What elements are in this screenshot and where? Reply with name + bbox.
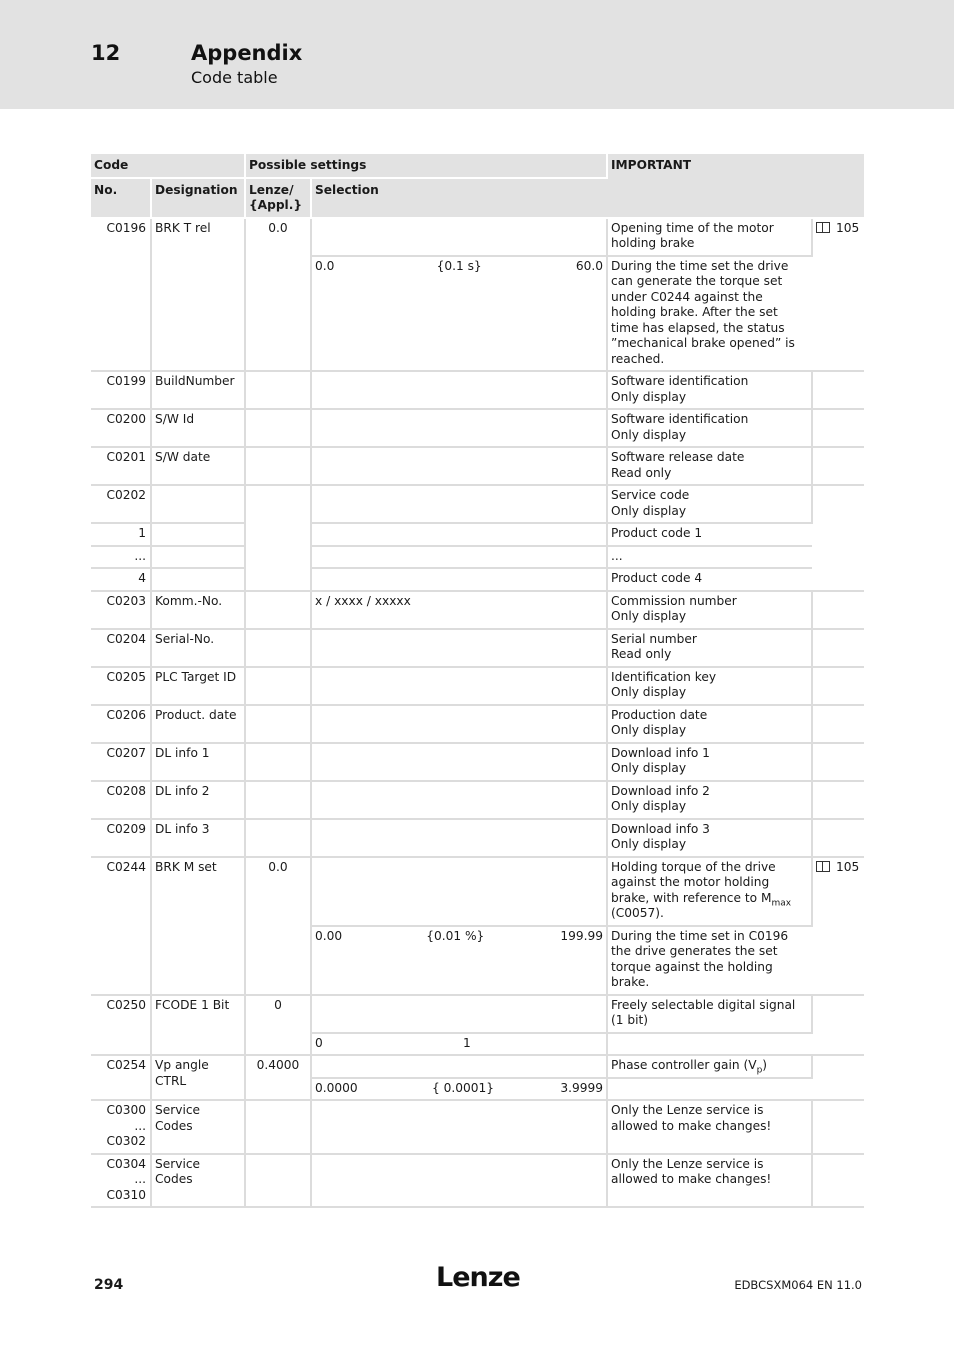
important-text: Production date Only display — [607, 705, 812, 743]
important-text: Product code 1 — [607, 523, 812, 546]
important-text: Download info 3 Only display — [607, 819, 812, 857]
table-row — [91, 546, 864, 569]
designation — [151, 546, 245, 569]
selection-empty — [311, 705, 607, 743]
sel-min: 0 — [315, 1035, 323, 1050]
designation: Product. date — [151, 705, 245, 743]
important-text — [607, 857, 812, 926]
table-row — [91, 218, 864, 256]
important-text: Opening time of the motor holding brake — [607, 218, 812, 256]
important-text: Download info 1 Only display — [607, 743, 812, 781]
important-post: (C0057). — [611, 906, 664, 920]
important-text: Freely selectable digital signal (1 bit) — [607, 995, 812, 1033]
lenze-default — [245, 667, 311, 705]
subcode-no: 1 — [91, 523, 151, 546]
lenze-default — [245, 819, 311, 857]
header-band — [0, 0, 954, 109]
table-row — [91, 705, 864, 743]
designation: PLC Target ID — [151, 667, 245, 705]
designation: Vp angle CTRL — [151, 1055, 245, 1100]
table-row — [91, 568, 864, 591]
designation: S/W Id — [151, 409, 245, 447]
page-reference — [812, 371, 864, 409]
lenze-default — [245, 629, 311, 667]
selection-empty — [311, 781, 607, 819]
designation: Service Codes — [151, 1154, 245, 1208]
page-number: 294 — [94, 1277, 124, 1293]
lenze-default — [245, 591, 311, 629]
subcode-no: ... — [91, 546, 151, 569]
lenze-default: 0 — [245, 995, 311, 1056]
important-text — [607, 1055, 812, 1078]
table-row — [91, 485, 864, 523]
important-text: Product code 4 — [607, 568, 812, 591]
sel-max: 3.9999 — [560, 1080, 603, 1095]
selection-range — [311, 926, 607, 995]
designation: BuildNumber — [151, 371, 245, 409]
designation: BRK T rel — [151, 218, 245, 372]
code-no-range — [91, 1100, 151, 1154]
table-row — [91, 523, 864, 546]
code-no: C0201 — [91, 447, 151, 485]
header-selection: Selection — [311, 178, 607, 218]
important-text: Software identification Only display — [607, 371, 812, 409]
lenze-default — [245, 485, 311, 591]
table-row — [91, 781, 864, 819]
code-no-start: C0304 — [106, 1156, 146, 1171]
selection-range — [311, 1033, 607, 1056]
lenze-default — [245, 743, 311, 781]
table-row — [91, 371, 864, 409]
header-lenze-appl: Lenze/ {Appl.} — [245, 178, 311, 218]
code-no-dots: ... — [134, 1172, 146, 1186]
designation: Komm.-No. — [151, 591, 245, 629]
important-text: Software release date Read only — [607, 447, 812, 485]
code-no: C0244 — [91, 857, 151, 995]
important-pre: Holding torque of the drive against the motor holding brake, with reference to M — [611, 859, 776, 905]
selection-empty — [311, 857, 607, 926]
code-no: C0208 — [91, 781, 151, 819]
header-no: No. — [91, 178, 151, 218]
table-row — [91, 447, 864, 485]
important-text: Download info 2 Only display — [607, 781, 812, 819]
sel-min: 0.0 — [315, 258, 335, 273]
table-row — [91, 1100, 864, 1154]
sel-step: { 0.0001} — [431, 1080, 495, 1095]
code-table — [91, 154, 864, 1208]
table-row — [91, 591, 864, 629]
sel-max: 1 — [463, 1035, 471, 1050]
important-text: Commission number Only display — [607, 591, 812, 629]
page-reference — [812, 447, 864, 485]
header-code: Code — [91, 154, 245, 178]
page-reference — [812, 705, 864, 743]
code-no: C0254 — [91, 1055, 151, 1100]
important-pre: Phase controller gain (V — [611, 1058, 757, 1072]
code-no: C0200 — [91, 409, 151, 447]
table-row — [91, 629, 864, 667]
sel-min: 0.0000 — [315, 1080, 358, 1095]
code-no: C0202 — [91, 485, 151, 523]
header-possible-settings: Possible settings — [245, 154, 607, 178]
selection-range — [311, 1078, 607, 1101]
sel-max: 60.0 — [575, 258, 603, 273]
designation: BRK M set — [151, 857, 245, 995]
lenze-default — [245, 409, 311, 447]
code-no-dots: ... — [134, 1118, 146, 1133]
document-id: EDBCSXM064 EN 11.0 — [734, 1278, 862, 1292]
selection-empty — [311, 629, 607, 667]
page-reference — [812, 743, 864, 781]
lenze-default — [245, 1154, 311, 1208]
important-text: ... — [607, 546, 812, 569]
page-reference — [812, 819, 864, 857]
lenze-default — [245, 1100, 311, 1154]
designation: Service Codes — [151, 1100, 245, 1154]
page-reference — [812, 781, 864, 819]
code-no: C0199 — [91, 371, 151, 409]
code-no: C0250 — [91, 995, 151, 1056]
important-subscript: p — [756, 1065, 763, 1076]
sel-step: {0.1 s} — [436, 258, 482, 273]
important-text: Only the Lenze service is allowed to make changes! — [607, 1154, 812, 1208]
page-ref-number: 105 — [836, 220, 860, 235]
important-text: Identification key Only display — [607, 667, 812, 705]
important-subscript: max — [771, 897, 792, 908]
designation — [151, 523, 245, 546]
page-reference — [812, 409, 864, 447]
selection-value: x / xxxx / xxxxx — [311, 591, 607, 629]
important-text: Software identification Only display — [607, 409, 812, 447]
important-text: Service code Only display — [607, 485, 812, 523]
selection-empty — [311, 819, 607, 857]
book-icon — [816, 222, 830, 233]
selection-empty — [311, 409, 607, 447]
table-row — [91, 409, 864, 447]
code-no: C0204 — [91, 629, 151, 667]
selection-empty — [311, 1154, 607, 1208]
lenze-default — [245, 781, 311, 819]
designation: Serial-No. — [151, 629, 245, 667]
lenze-default — [245, 447, 311, 485]
important-text — [607, 1078, 812, 1101]
selection-empty — [311, 523, 607, 546]
chapter-number: 12 — [91, 41, 121, 65]
code-no: C0203 — [91, 591, 151, 629]
page-reference — [812, 591, 864, 629]
page-ref-number: 105 — [836, 859, 860, 874]
page-reference — [812, 1055, 864, 1100]
header-important: IMPORTANT — [607, 154, 864, 218]
selection-empty — [311, 1100, 607, 1154]
code-no: C0205 — [91, 667, 151, 705]
selection-empty — [311, 743, 607, 781]
page-reference — [812, 667, 864, 705]
selection-empty — [311, 1055, 607, 1078]
table-row — [91, 667, 864, 705]
lenze-default: 0.4000 — [245, 1055, 311, 1100]
lenze-default: 0.0 — [245, 218, 311, 372]
table-row — [91, 743, 864, 781]
code-no-range — [91, 1154, 151, 1208]
code-no: C0206 — [91, 705, 151, 743]
important-text — [607, 1033, 812, 1056]
important-text: During the time set the drive can generate the torque set under C0244 against the holding brake. After the set time has elapsed, the status ”mechanical brake opened” is reached. — [607, 256, 812, 372]
selection-empty — [311, 447, 607, 485]
page-reference — [812, 218, 864, 372]
page-reference — [812, 857, 864, 995]
sel-min: 0.00 — [315, 928, 343, 943]
designation: DL info 2 — [151, 781, 245, 819]
designation: DL info 1 — [151, 743, 245, 781]
lenze-default: 0.0 — [245, 857, 311, 995]
selection-empty — [311, 485, 607, 523]
code-no: C0207 — [91, 743, 151, 781]
page-reference — [812, 995, 864, 1056]
subcode-no: 4 — [91, 568, 151, 591]
chapter-title: Appendix — [191, 41, 303, 65]
selection-empty — [311, 667, 607, 705]
page-reference — [812, 1154, 864, 1208]
important-post: ) — [762, 1058, 768, 1072]
code-no-start: C0300 — [106, 1103, 146, 1117]
section-title: Code table — [191, 68, 278, 87]
selection-empty — [311, 995, 607, 1033]
page-reference — [812, 485, 864, 591]
table-row — [91, 857, 864, 926]
lenze-default — [245, 371, 311, 409]
selection-range — [311, 256, 607, 372]
sel-max: 199.99 — [560, 928, 603, 943]
lenze-logo: Lenze — [436, 1262, 520, 1293]
important-text: Serial number Read only — [607, 629, 812, 667]
code-no: C0196 — [91, 218, 151, 372]
table-row — [91, 995, 864, 1033]
header-designation: Designation — [151, 178, 245, 218]
designation — [151, 568, 245, 591]
designation: S/W date — [151, 447, 245, 485]
selection-empty — [311, 546, 607, 569]
selection-empty — [311, 568, 607, 591]
selection-empty — [311, 218, 607, 256]
code-no-end: C0310 — [106, 1187, 146, 1202]
book-icon — [816, 861, 830, 872]
code-no: C0209 — [91, 819, 151, 857]
designation — [151, 485, 245, 523]
lenze-default — [245, 705, 311, 743]
sel-step: {0.01 %} — [426, 928, 485, 943]
important-text: Only the Lenze service is allowed to make changes! — [607, 1100, 812, 1154]
table-row — [91, 819, 864, 857]
page-reference — [812, 629, 864, 667]
selection-empty — [311, 371, 607, 409]
table-row — [91, 1055, 864, 1078]
code-no-end: C0302 — [106, 1134, 146, 1148]
designation: DL info 3 — [151, 819, 245, 857]
table-row — [91, 1154, 864, 1208]
designation: FCODE 1 Bit — [151, 995, 245, 1056]
page-reference — [812, 1100, 864, 1154]
important-text: During the time set in C0196 the drive generates the set torque against the holding brake. — [607, 926, 812, 995]
